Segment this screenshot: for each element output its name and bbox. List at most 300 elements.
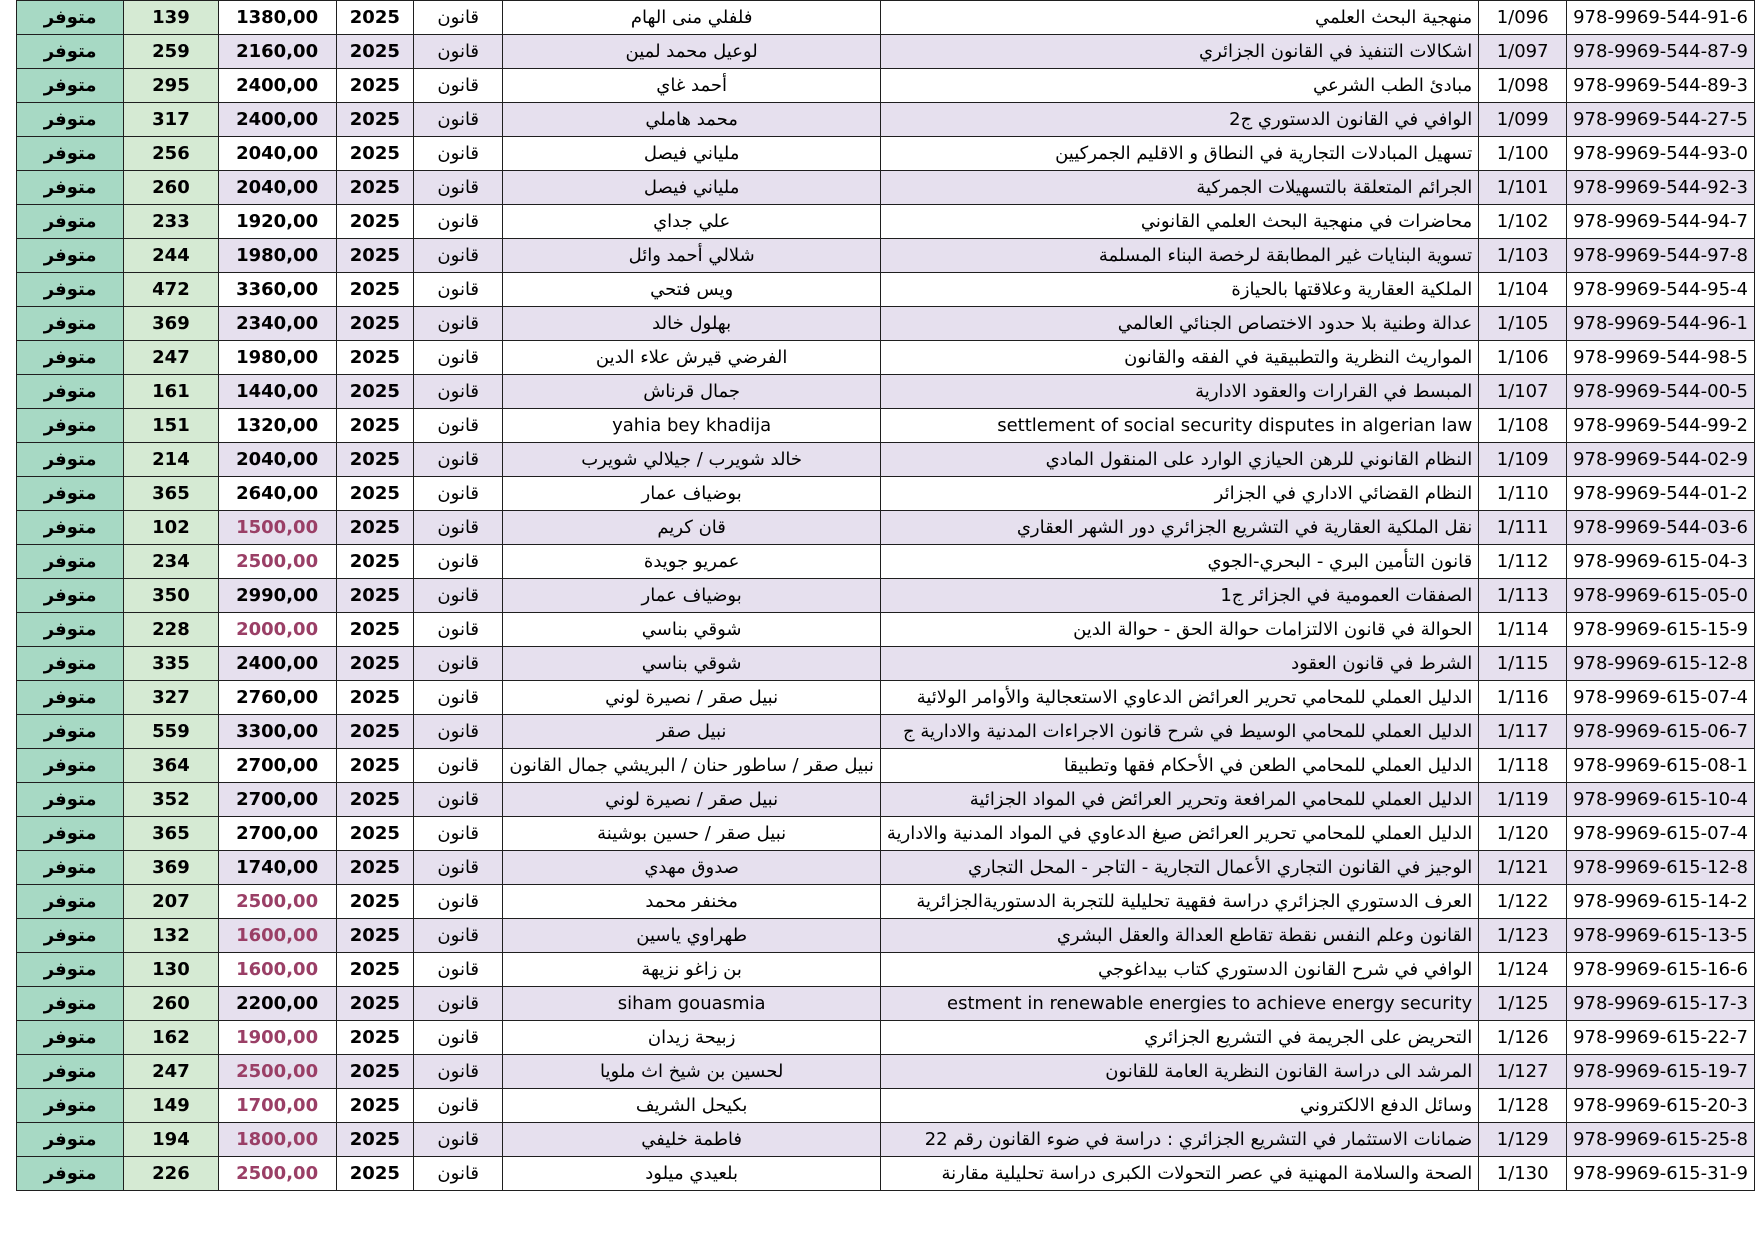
category-cell: قانون	[414, 205, 503, 239]
status-cell: متوفر	[17, 1123, 124, 1157]
category-cell: قانون	[414, 1157, 503, 1191]
code-cell: 1/124	[1479, 953, 1567, 987]
table-row	[17, 307, 1755, 341]
table-row	[17, 239, 1755, 273]
table-row	[17, 579, 1755, 613]
status-cell: متوفر	[17, 477, 124, 511]
code-cell: 1/114	[1479, 613, 1567, 647]
year-cell: 2025	[336, 375, 414, 409]
isbn-cell: 978-9969-615-13-5	[1567, 919, 1755, 953]
year-cell: 2025	[336, 851, 414, 885]
year-cell: 2025	[336, 783, 414, 817]
pages-cell: 327	[124, 681, 218, 715]
table-row	[17, 103, 1755, 137]
category-cell: قانون	[414, 409, 503, 443]
year-cell: 2025	[336, 749, 414, 783]
title-cell: تسوية البنايات غير المطابقة لرخصة البناء المسلمة	[880, 239, 1478, 273]
author-cell: شوقي بناسي	[503, 613, 881, 647]
isbn-cell: 978-9969-615-19-7	[1567, 1055, 1755, 1089]
code-cell: 1/129	[1479, 1123, 1567, 1157]
isbn-cell: 978-9969-544-02-9	[1567, 443, 1755, 477]
code-cell: 1/107	[1479, 375, 1567, 409]
title-cell: الدليل العملي للمحامي تحرير العرائض الدعاوي الاستعجالية والأوامر الولائية	[880, 681, 1478, 715]
status-cell: متوفر	[17, 443, 124, 477]
isbn-cell: 978-9969-615-10-4	[1567, 783, 1755, 817]
isbn-cell: 978-9969-615-20-3	[1567, 1089, 1755, 1123]
status-cell: متوفر	[17, 205, 124, 239]
price-cell: 2340,00	[218, 307, 336, 341]
price-cell: 2400,00	[218, 647, 336, 681]
category-cell: قانون	[414, 1123, 503, 1157]
status-cell: متوفر	[17, 817, 124, 851]
status-cell: متوفر	[17, 1055, 124, 1089]
code-cell: 1/102	[1479, 205, 1567, 239]
price-cell: 2000,00	[218, 613, 336, 647]
price-cell: 2990,00	[218, 579, 336, 613]
category-cell: قانون	[414, 35, 503, 69]
category-cell: قانون	[414, 511, 503, 545]
year-cell: 2025	[336, 171, 414, 205]
year-cell: 2025	[336, 919, 414, 953]
table-row	[17, 647, 1755, 681]
code-cell: 1/116	[1479, 681, 1567, 715]
isbn-cell: 978-9969-544-03-6	[1567, 511, 1755, 545]
code-cell: 1/100	[1479, 137, 1567, 171]
category-cell: قانون	[414, 1055, 503, 1089]
title-cell: الشرط في قانون العقود	[880, 647, 1478, 681]
isbn-cell: 978-9969-544-91-6	[1567, 1, 1755, 35]
price-cell: 1980,00	[218, 341, 336, 375]
title-cell: الجرائم المتعلقة بالتسهيلات الجمركية	[880, 171, 1478, 205]
table-row	[17, 477, 1755, 511]
category-cell: قانون	[414, 443, 503, 477]
status-cell: متوفر	[17, 919, 124, 953]
price-cell: 1440,00	[218, 375, 336, 409]
status-cell: متوفر	[17, 681, 124, 715]
year-cell: 2025	[336, 239, 414, 273]
year-cell: 2025	[336, 137, 414, 171]
price-cell: 2400,00	[218, 103, 336, 137]
table-row	[17, 1, 1755, 35]
code-cell: 1/119	[1479, 783, 1567, 817]
title-cell: منهجية البحث العلمي	[880, 1, 1478, 35]
price-cell: 2040,00	[218, 137, 336, 171]
code-cell: 1/096	[1479, 1, 1567, 35]
author-cell: مخنفر محمد	[503, 885, 881, 919]
author-cell: لوعيل محمد لمين	[503, 35, 881, 69]
author-cell: أحمد غاي	[503, 69, 881, 103]
table-row	[17, 1157, 1755, 1191]
pages-cell: 244	[124, 239, 218, 273]
title-cell: الوجيز في القانون التجاري الأعمال التجارية - التاجر - المحل التجاري	[880, 851, 1478, 885]
year-cell: 2025	[336, 953, 414, 987]
isbn-cell: 978-9969-615-22-7	[1567, 1021, 1755, 1055]
author-cell: بهلول خالد	[503, 307, 881, 341]
year-cell: 2025	[336, 511, 414, 545]
category-cell: قانون	[414, 613, 503, 647]
title-cell: المواريث النظرية والتطبيقية في الفقه والقانون	[880, 341, 1478, 375]
category-cell: قانون	[414, 171, 503, 205]
category-cell: قانون	[414, 307, 503, 341]
isbn-cell: 978-9969-615-25-8	[1567, 1123, 1755, 1157]
price-cell: 2200,00	[218, 987, 336, 1021]
title-cell: الدليل العملي للمحامي المرافعة وتحرير العرائض في المواد الجزائية	[880, 783, 1478, 817]
year-cell: 2025	[336, 579, 414, 613]
status-cell: متوفر	[17, 1157, 124, 1191]
year-cell: 2025	[336, 341, 414, 375]
pages-cell: 161	[124, 375, 218, 409]
title-cell: وسائل الدفع الالكتروني	[880, 1089, 1478, 1123]
pages-cell: 335	[124, 647, 218, 681]
price-cell: 1500,00	[218, 511, 336, 545]
table-row	[17, 885, 1755, 919]
author-cell: ملياني فيصل	[503, 137, 881, 171]
price-cell: 2040,00	[218, 171, 336, 205]
code-cell: 1/106	[1479, 341, 1567, 375]
author-cell: عمريو جويدة	[503, 545, 881, 579]
code-cell: 1/104	[1479, 273, 1567, 307]
code-cell: 1/123	[1479, 919, 1567, 953]
title-cell: ضمانات الاستثمار في التشريع الجزائري : دراسة في ضوء القانون رقم 22	[880, 1123, 1478, 1157]
year-cell: 2025	[336, 987, 414, 1021]
price-cell: 2760,00	[218, 681, 336, 715]
title-cell: الحوالة في قانون الالتزامات حوالة الحق - حوالة الدين	[880, 613, 1478, 647]
isbn-cell: 978-9969-615-12-8	[1567, 851, 1755, 885]
pages-cell: 247	[124, 341, 218, 375]
title-cell: المرشد الى دراسة القانون النظرية العامة للقانون	[880, 1055, 1478, 1089]
isbn-cell: 978-9969-544-27-5	[1567, 103, 1755, 137]
price-cell: 1980,00	[218, 239, 336, 273]
author-cell: نبيل صقر / نصيرة لوني	[503, 681, 881, 715]
table-row	[17, 681, 1755, 715]
isbn-cell: 978-9969-615-14-2	[1567, 885, 1755, 919]
isbn-cell: 978-9969-544-95-4	[1567, 273, 1755, 307]
isbn-cell: 978-9969-615-31-9	[1567, 1157, 1755, 1191]
title-cell: estment in renewable energies to achieve energy security	[880, 987, 1478, 1021]
status-cell: متوفر	[17, 647, 124, 681]
author-cell: محمد هاملي	[503, 103, 881, 137]
category-cell: قانون	[414, 851, 503, 885]
category-cell: قانون	[414, 783, 503, 817]
pages-cell: 352	[124, 783, 218, 817]
isbn-cell: 978-9969-544-97-8	[1567, 239, 1755, 273]
table-body	[17, 1, 1755, 1191]
table-row	[17, 1089, 1755, 1123]
price-cell: 2500,00	[218, 885, 336, 919]
table-row	[17, 35, 1755, 69]
status-cell: متوفر	[17, 545, 124, 579]
status-cell: متوفر	[17, 613, 124, 647]
pages-cell: 194	[124, 1123, 218, 1157]
price-cell: 1320,00	[218, 409, 336, 443]
pages-cell: 247	[124, 1055, 218, 1089]
author-cell: ويس فتحي	[503, 273, 881, 307]
author-cell: نبيل صقر	[503, 715, 881, 749]
status-cell: متوفر	[17, 511, 124, 545]
isbn-cell: 978-9969-615-04-3	[1567, 545, 1755, 579]
author-cell: شلالي أحمد وائل	[503, 239, 881, 273]
isbn-cell: 978-9969-615-08-1	[1567, 749, 1755, 783]
status-cell: متوفر	[17, 171, 124, 205]
year-cell: 2025	[336, 613, 414, 647]
code-cell: 1/126	[1479, 1021, 1567, 1055]
table-row	[17, 171, 1755, 205]
pages-cell: 256	[124, 137, 218, 171]
year-cell: 2025	[336, 477, 414, 511]
author-cell: بلعيدي ميلود	[503, 1157, 881, 1191]
year-cell: 2025	[336, 885, 414, 919]
title-cell: نقل الملكية العقارية في التشريع الجزائري دور الشهر العقاري	[880, 511, 1478, 545]
year-cell: 2025	[336, 1123, 414, 1157]
price-cell: 2400,00	[218, 69, 336, 103]
category-cell: قانون	[414, 1021, 503, 1055]
year-cell: 2025	[336, 1157, 414, 1191]
year-cell: 2025	[336, 1089, 414, 1123]
pages-cell: 260	[124, 171, 218, 205]
code-cell: 1/111	[1479, 511, 1567, 545]
author-cell: علي جداي	[503, 205, 881, 239]
price-cell: 1800,00	[218, 1123, 336, 1157]
pages-cell: 233	[124, 205, 218, 239]
author-cell: ملياني فيصل	[503, 171, 881, 205]
title-cell: الملكية العقارية وعلاقتها بالحيازة	[880, 273, 1478, 307]
author-cell: فلفلي منى الهام	[503, 1, 881, 35]
year-cell: 2025	[336, 35, 414, 69]
category-cell: قانون	[414, 715, 503, 749]
pages-cell: 214	[124, 443, 218, 477]
code-cell: 1/120	[1479, 817, 1567, 851]
isbn-cell: 978-9969-615-12-8	[1567, 647, 1755, 681]
title-cell: الدليل العملي للمحامي تحرير العرائض صيغ الدعاوي في المواد المدنية والادارية	[880, 817, 1478, 851]
author-cell: siham gouasmia	[503, 987, 881, 1021]
status-cell: متوفر	[17, 749, 124, 783]
isbn-cell: 978-9969-544-96-1	[1567, 307, 1755, 341]
isbn-cell: 978-9969-615-17-3	[1567, 987, 1755, 1021]
title-cell: الوافي في القانون الدستوري ج2	[880, 103, 1478, 137]
year-cell: 2025	[336, 1021, 414, 1055]
table-row	[17, 953, 1755, 987]
year-cell: 2025	[336, 103, 414, 137]
code-cell: 1/113	[1479, 579, 1567, 613]
status-cell: متوفر	[17, 273, 124, 307]
code-cell: 1/098	[1479, 69, 1567, 103]
price-cell: 2160,00	[218, 35, 336, 69]
price-cell: 2500,00	[218, 1055, 336, 1089]
price-cell: 1380,00	[218, 1, 336, 35]
category-cell: قانون	[414, 375, 503, 409]
price-cell: 2700,00	[218, 817, 336, 851]
isbn-cell: 978-9969-544-98-5	[1567, 341, 1755, 375]
pages-cell: 365	[124, 817, 218, 851]
category-cell: قانون	[414, 1, 503, 35]
year-cell: 2025	[336, 273, 414, 307]
category-cell: قانون	[414, 749, 503, 783]
year-cell: 2025	[336, 443, 414, 477]
author-cell: صدوق مهدي	[503, 851, 881, 885]
author-cell: زبيحة زيدان	[503, 1021, 881, 1055]
author-cell: قان كريم	[503, 511, 881, 545]
category-cell: قانون	[414, 477, 503, 511]
year-cell: 2025	[336, 205, 414, 239]
status-cell: متوفر	[17, 715, 124, 749]
author-cell: نبيل صقر / ساطور حنان / البريشي جمال القانون	[503, 749, 881, 783]
table-row	[17, 1055, 1755, 1089]
pages-cell: 228	[124, 613, 218, 647]
author-cell: بن زاغو نزيهة	[503, 953, 881, 987]
year-cell: 2025	[336, 647, 414, 681]
author-cell: بوضياف عمار	[503, 477, 881, 511]
pages-cell: 162	[124, 1021, 218, 1055]
pages-cell: 295	[124, 69, 218, 103]
title-cell: المبسط في القرارات والعقود الادارية	[880, 375, 1478, 409]
code-cell: 1/112	[1479, 545, 1567, 579]
author-cell: بكيحل الشريف	[503, 1089, 881, 1123]
status-cell: متوفر	[17, 409, 124, 443]
table-row	[17, 1021, 1755, 1055]
table-row	[17, 817, 1755, 851]
pages-cell: 259	[124, 35, 218, 69]
author-cell: بوضياف عمار	[503, 579, 881, 613]
code-cell: 1/103	[1479, 239, 1567, 273]
status-cell: متوفر	[17, 1, 124, 35]
title-cell: الوافي في شرح القانون الدستوري كتاب بيداغوجي	[880, 953, 1478, 987]
status-cell: متوفر	[17, 579, 124, 613]
category-cell: قانون	[414, 817, 503, 851]
status-cell: متوفر	[17, 885, 124, 919]
pages-cell: 132	[124, 919, 218, 953]
table-row	[17, 919, 1755, 953]
status-cell: متوفر	[17, 341, 124, 375]
title-cell: الصحة والسلامة المهنية في عصر التحولات الكبرى دراسة تحليلية مقارنة	[880, 1157, 1478, 1191]
pages-cell: 559	[124, 715, 218, 749]
isbn-cell: 978-9969-544-94-7	[1567, 205, 1755, 239]
pages-cell: 234	[124, 545, 218, 579]
isbn-cell: 978-9969-615-06-7	[1567, 715, 1755, 749]
year-cell: 2025	[336, 69, 414, 103]
status-cell: متوفر	[17, 953, 124, 987]
category-cell: قانون	[414, 239, 503, 273]
title-cell: العرف الدستوري الجزائري دراسة فقهية تحليلية للتجربة الدستوريةالجزائرية	[880, 885, 1478, 919]
code-cell: 1/122	[1479, 885, 1567, 919]
status-cell: متوفر	[17, 783, 124, 817]
pages-cell: 149	[124, 1089, 218, 1123]
title-cell: مبادئ الطب الشرعي	[880, 69, 1478, 103]
pages-cell: 369	[124, 851, 218, 885]
status-cell: متوفر	[17, 851, 124, 885]
category-cell: قانون	[414, 69, 503, 103]
pages-cell: 151	[124, 409, 218, 443]
author-cell: نبيل صقر / نصيرة لوني	[503, 783, 881, 817]
status-cell: متوفر	[17, 375, 124, 409]
table-row	[17, 715, 1755, 749]
category-cell: قانون	[414, 987, 503, 1021]
status-cell: متوفر	[17, 69, 124, 103]
title-cell: محاضرات في منهجية البحث العلمي القانوني	[880, 205, 1478, 239]
pages-cell: 472	[124, 273, 218, 307]
table-row	[17, 409, 1755, 443]
year-cell: 2025	[336, 409, 414, 443]
title-cell: النظام القضائي الاداري في الجزائر	[880, 477, 1478, 511]
isbn-cell: 978-9969-615-16-6	[1567, 953, 1755, 987]
code-cell: 1/130	[1479, 1157, 1567, 1191]
isbn-cell: 978-9969-544-89-3	[1567, 69, 1755, 103]
year-cell: 2025	[336, 1055, 414, 1089]
status-cell: متوفر	[17, 35, 124, 69]
price-cell: 1900,00	[218, 1021, 336, 1055]
table-row	[17, 341, 1755, 375]
category-cell: قانون	[414, 681, 503, 715]
isbn-cell: 978-9969-544-99-2	[1567, 409, 1755, 443]
books-table	[16, 0, 1755, 1191]
category-cell: قانون	[414, 545, 503, 579]
table-row	[17, 137, 1755, 171]
title-cell: القانون وعلم النفس نقطة تقاطع العدالة والعقل البشري	[880, 919, 1478, 953]
code-cell: 1/115	[1479, 647, 1567, 681]
code-cell: 1/109	[1479, 443, 1567, 477]
table-row	[17, 273, 1755, 307]
table-row	[17, 987, 1755, 1021]
title-cell: الصفقات العمومية في الجزائر ج1	[880, 579, 1478, 613]
title-cell: عدالة وطنية بلا حدود الاختصاص الجنائي العالمي	[880, 307, 1478, 341]
pages-cell: 207	[124, 885, 218, 919]
code-cell: 1/128	[1479, 1089, 1567, 1123]
author-cell: شوقي بناسي	[503, 647, 881, 681]
year-cell: 2025	[336, 545, 414, 579]
price-cell: 3300,00	[218, 715, 336, 749]
author-cell: خالد شويرب / جيلالي شويرب	[503, 443, 881, 477]
code-cell: 1/110	[1479, 477, 1567, 511]
price-cell: 2040,00	[218, 443, 336, 477]
year-cell: 2025	[336, 817, 414, 851]
pages-cell: 350	[124, 579, 218, 613]
category-cell: قانون	[414, 273, 503, 307]
status-cell: متوفر	[17, 1021, 124, 1055]
pages-cell: 365	[124, 477, 218, 511]
code-cell: 1/127	[1479, 1055, 1567, 1089]
status-cell: متوفر	[17, 307, 124, 341]
status-cell: متوفر	[17, 987, 124, 1021]
code-cell: 1/101	[1479, 171, 1567, 205]
year-cell: 2025	[336, 715, 414, 749]
year-cell: 2025	[336, 681, 414, 715]
price-cell: 2500,00	[218, 545, 336, 579]
author-cell: فاطمة خليفي	[503, 1123, 881, 1157]
pages-cell: 369	[124, 307, 218, 341]
title-cell: قانون التأمين البري - البحري-الجوي	[880, 545, 1478, 579]
code-cell: 1/099	[1479, 103, 1567, 137]
price-cell: 1920,00	[218, 205, 336, 239]
isbn-cell: 978-9969-615-15-9	[1567, 613, 1755, 647]
code-cell: 1/108	[1479, 409, 1567, 443]
title-cell: الدليل العملي للمحامي الوسيط في شرح قانون الاجراءات المدنية والادارية ج	[880, 715, 1478, 749]
code-cell: 1/118	[1479, 749, 1567, 783]
status-cell: متوفر	[17, 137, 124, 171]
author-cell: yahia bey khadija	[503, 409, 881, 443]
year-cell: 2025	[336, 307, 414, 341]
code-cell: 1/117	[1479, 715, 1567, 749]
table-row	[17, 851, 1755, 885]
code-cell: 1/125	[1479, 987, 1567, 1021]
isbn-cell: 978-9969-544-87-9	[1567, 35, 1755, 69]
price-cell: 1600,00	[218, 919, 336, 953]
title-cell: settlement of social security disputes in algerian law	[880, 409, 1478, 443]
pages-cell: 102	[124, 511, 218, 545]
table-row	[17, 375, 1755, 409]
price-cell: 1700,00	[218, 1089, 336, 1123]
table-row	[17, 511, 1755, 545]
pages-cell: 260	[124, 987, 218, 1021]
status-cell: متوفر	[17, 1089, 124, 1123]
